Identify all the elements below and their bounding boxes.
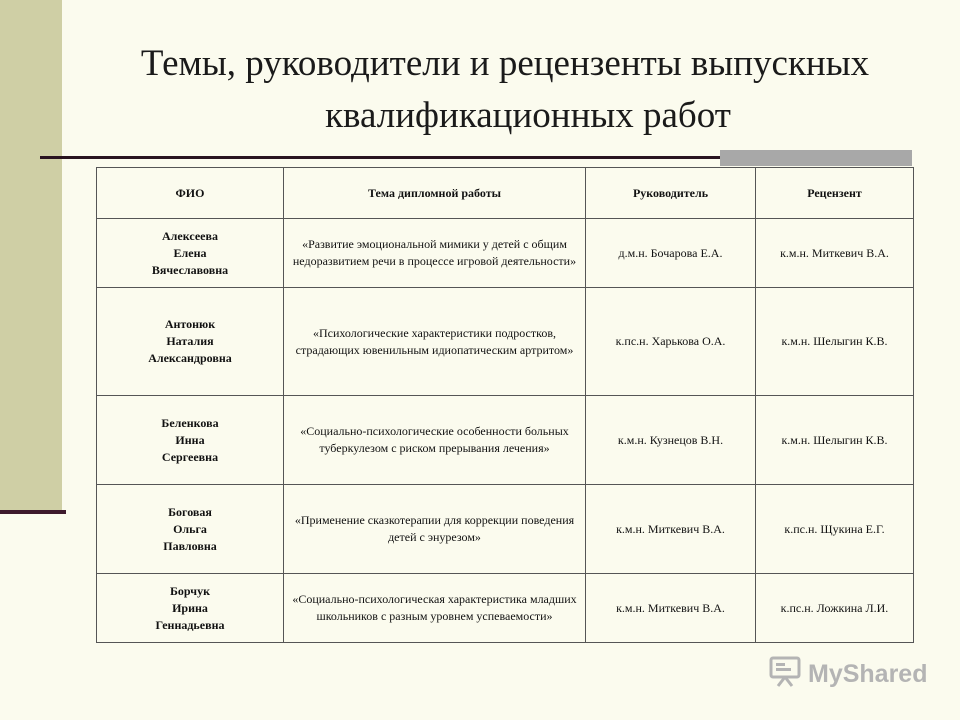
left-accent-bar xyxy=(0,0,62,510)
cell-supervisor: к.пс.н. Харькова О.А. xyxy=(586,288,756,396)
cell-supervisor: к.м.н. Миткевич В.А. xyxy=(586,574,756,643)
cell-reviewer: к.пс.н. Ложкина Л.И. xyxy=(756,574,914,643)
table-row xyxy=(97,288,914,396)
student-patronymic: Сергеевна xyxy=(161,449,219,464)
cell-theme: «Психологические характеристики подростков, страдающих ювенильным идиопатическим артритом» xyxy=(284,288,586,396)
student-patronymic: Александровна xyxy=(148,351,232,365)
page-title xyxy=(70,38,940,142)
table-row xyxy=(97,219,914,288)
student-surname: Боговая xyxy=(168,504,212,519)
student-patronymic: Вячеславовна xyxy=(151,262,229,277)
page-title-line-1: Темы, руководители и рецензенты выпускных xyxy=(140,43,870,84)
watermark xyxy=(768,656,927,692)
title-divider xyxy=(40,156,720,159)
cell-theme: «Применение сказкотерапии для коррекции поведения детей с энурезом» xyxy=(284,485,586,574)
table-row xyxy=(97,396,914,485)
cell-reviewer: к.м.н. Шелыгин К.В. xyxy=(756,396,914,485)
cell-fio xyxy=(97,574,284,643)
table-header-row xyxy=(97,168,914,219)
student-surname: Борчук xyxy=(170,583,210,598)
student-surname: Алексеева xyxy=(162,228,218,243)
presentation-icon xyxy=(768,654,802,695)
table-row xyxy=(97,574,914,643)
cell-theme: «Социально-психологические особенности больных туберкулезом с риском прерывания лечения» xyxy=(284,396,586,485)
cell-supervisor: к.м.н. Миткевич В.А. xyxy=(586,485,756,574)
cell-theme: «Развитие эмоциональной мимики у детей с общим недоразвитием речи в процессе игровой деятельности» xyxy=(284,219,586,288)
table-row xyxy=(97,485,914,574)
header-fio: ФИО xyxy=(97,168,284,219)
student-name: Ольга xyxy=(173,521,207,536)
cell-fio xyxy=(97,485,284,574)
header-reviewer: Рецензент xyxy=(756,168,914,219)
student-name: Елена xyxy=(173,245,207,260)
cell-reviewer: к.м.н. Шелыгин К.В. xyxy=(756,288,914,396)
cell-fio xyxy=(97,219,284,288)
cell-supervisor: к.м.н. Кузнецов В.Н. xyxy=(586,396,756,485)
left-accent-underline xyxy=(0,510,66,514)
cell-fio xyxy=(97,288,284,396)
header-supervisor: Руководитель xyxy=(586,168,756,219)
page-title-line-2: квалификационных работ xyxy=(325,95,731,136)
student-surname: Антонюк xyxy=(164,317,216,331)
student-patronymic: Геннадьевна xyxy=(155,617,225,632)
cell-supervisor: д.м.н. Бочарова Е.А. xyxy=(586,219,756,288)
student-name: Наталия xyxy=(166,334,214,348)
student-name: Инна xyxy=(175,432,205,447)
title-divider-accent xyxy=(720,150,912,166)
student-name: Ирина xyxy=(172,600,208,615)
cell-fio xyxy=(97,396,284,485)
header-theme: Тема дипломной работы xyxy=(284,168,586,219)
student-surname: Беленкова xyxy=(161,415,219,430)
theses-table xyxy=(96,167,914,643)
watermark-text: MyShared xyxy=(808,659,928,688)
cell-reviewer: к.пс.н. Щукина Е.Г. xyxy=(756,485,914,574)
cell-reviewer: к.м.н. Миткевич В.А. xyxy=(756,219,914,288)
cell-theme: «Социально-психологическая характеристика младших школьников с разным уровнем успеваемости» xyxy=(284,574,586,643)
student-patronymic: Павловна xyxy=(163,538,217,553)
